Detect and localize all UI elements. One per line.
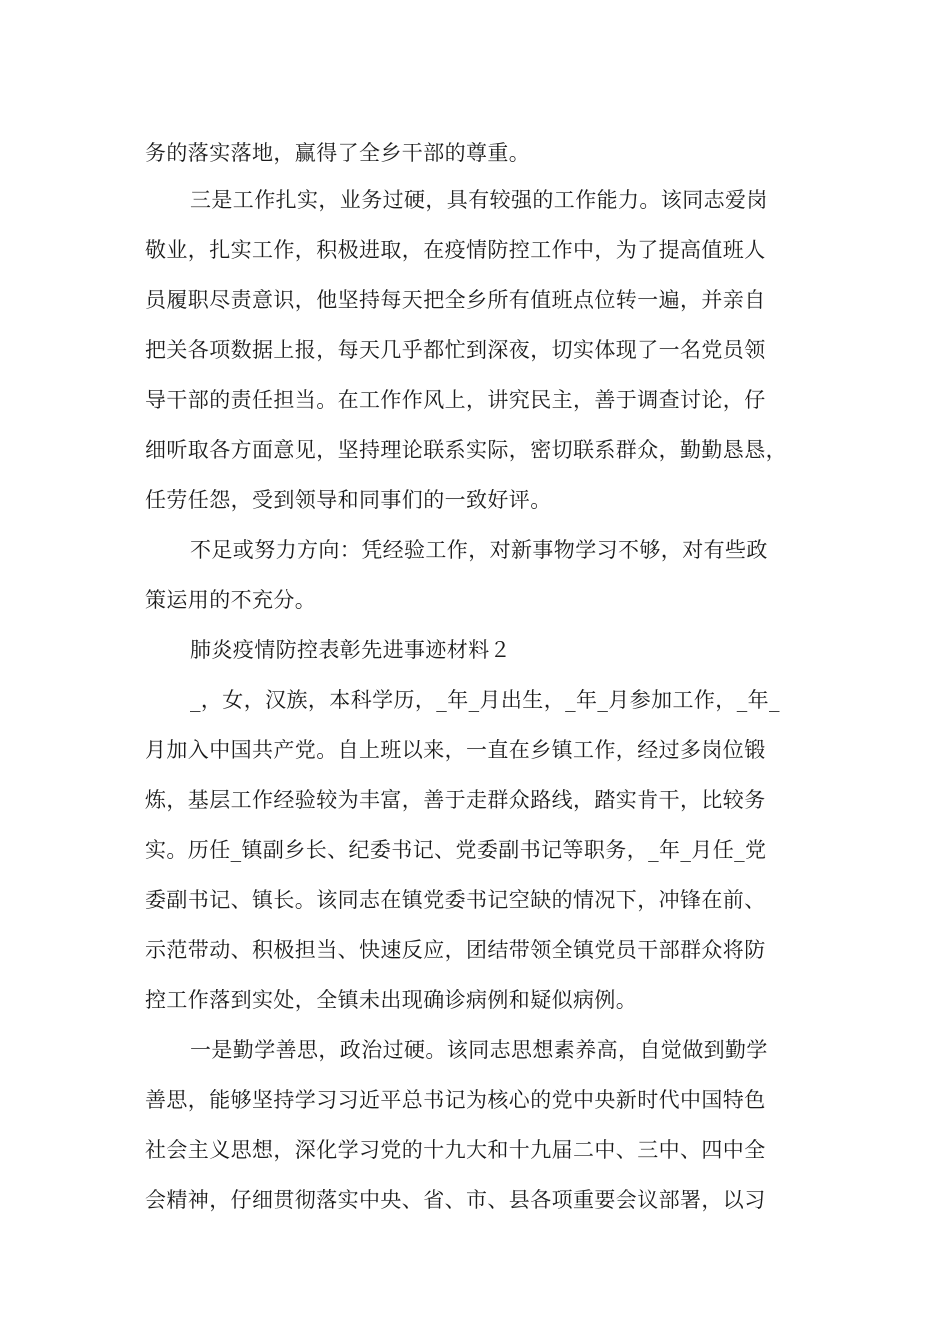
section-heading: 肺炎疫情防控表彰先进事迹材料２ — [190, 638, 511, 662]
text-line: 把关各项数据上报，每天几乎都忙到深夜，切实体现了一名党员领 — [145, 338, 766, 362]
text-line: 示范带动、积极担当、快速反应，团结带领全镇党员干部群众将防 — [145, 938, 766, 962]
text-line: 策运用的不充分。 — [145, 588, 317, 612]
text-line: 任劳任怨，受到领导和同事们的一致好评。 — [145, 488, 552, 512]
text-line: 炼，基层工作经验较为丰富，善于走群众路线，踏实肯干，比较务 — [145, 788, 766, 812]
paragraph-start: 一是勤学善思，政治过硬。该同志思想素养高，自觉做到勤学 — [190, 1038, 768, 1062]
text-line: 导干部的责任担当。在工作作风上，讲究民主，善于调查讨论，仔 — [145, 388, 766, 412]
paragraph-start: 不足或努力方向：凭经验工作，对新事物学习不够，对有些政 — [190, 538, 768, 562]
text-line: 员履职尽责意识，他坚持每天把全乡所有值班点位转一遍，并亲自 — [145, 288, 766, 312]
paragraph-start: _，女，汉族，本科学历，_年_月出生，_年_月参加工作，_年_ — [190, 688, 780, 712]
text-line: 社会主义思想，深化学习党的十九大和十九届二中、三中、四中全 — [145, 1138, 766, 1162]
paragraph-start: 三是工作扎实，业务过硬，具有较强的工作能力。该同志爱岗 — [190, 188, 768, 212]
text-line: 会精神，仔细贯彻落实中央、省、市、县各项重要会议部署，以习 — [145, 1188, 766, 1212]
text-line: 实。历任_镇副乡长、纪委书记、党委副书记等职务，_年_月任_党 — [145, 838, 767, 862]
text-line: 委副书记、镇长。该同志在镇党委书记空缺的情况下，冲锋在前、 — [145, 888, 766, 912]
text-line: 善思，能够坚持学习习近平总书记为核心的党中央新时代中国特色 — [145, 1088, 766, 1112]
text-line: 敬业，扎实工作，积极进取，在疫情防控工作中，为了提高值班人 — [145, 238, 766, 262]
text-line: 月加入中国共产党。自上班以来，一直在乡镇工作，经过多岗位锻 — [145, 738, 766, 762]
text-line: 控工作落到实处，全镇未出现确诊病例和疑似病例。 — [145, 988, 638, 1012]
text-line: 细听取各方面意见，坚持理论联系实际，密切联系群众，勤勤恳恳， — [145, 438, 787, 462]
text-line: 务的落实落地，赢得了全乡干部的尊重。 — [145, 141, 531, 165]
